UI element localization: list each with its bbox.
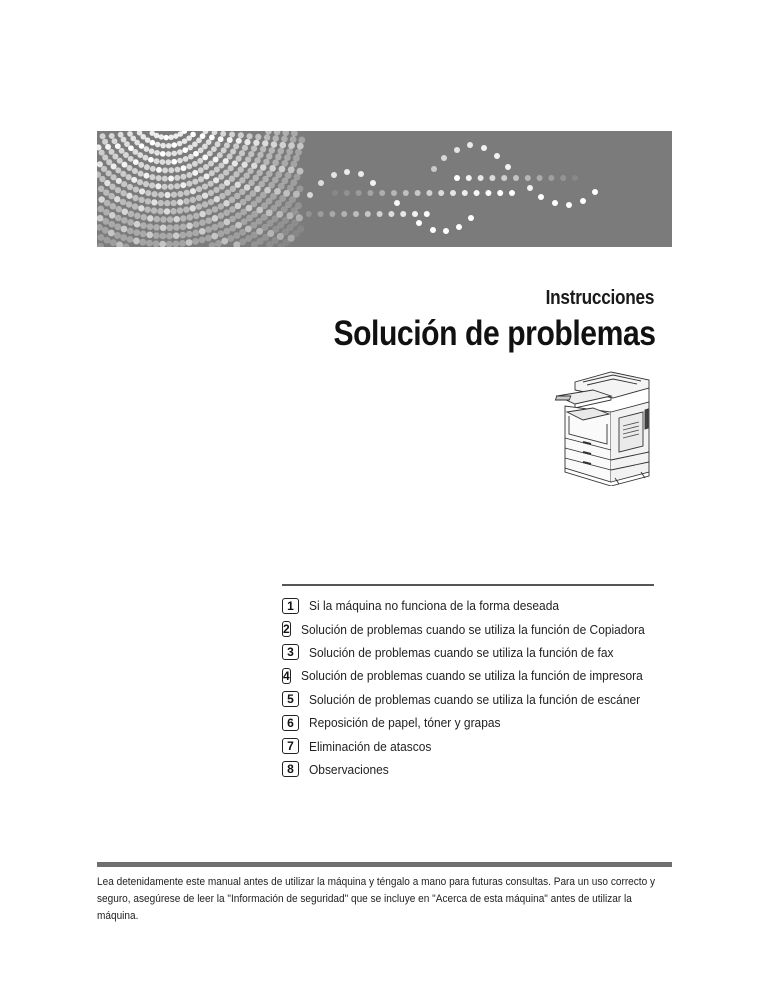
toc-divider bbox=[282, 584, 654, 586]
toc-item-label: Eliminación de atascos bbox=[309, 738, 432, 754]
toc-item-label: Solución de problemas cuando se utiliza la función de Copiadora bbox=[300, 621, 645, 637]
safety-notice: Lea detenidamente este manual antes de utilizar la máquina y téngalo a mano para futuras consultas. Para un uso correcto y seguro, asegúrese de leer la "Información de seguridad" que se incluye en "Acerca de esta máquina" antes de utilizar la máquina. bbox=[97, 876, 656, 922]
toc-item-6[interactable] bbox=[282, 711, 672, 734]
toc-item-label: Solución de problemas cuando se utiliza la función de escáner bbox=[309, 691, 641, 707]
footer-divider bbox=[97, 862, 672, 867]
chapter-number-badge: 6 bbox=[282, 715, 299, 731]
table-of-contents bbox=[282, 594, 672, 781]
document-subtitle: Instrucciones bbox=[545, 287, 654, 309]
toc-item-label: Solución de problemas cuando se utiliza la función de fax bbox=[309, 644, 614, 660]
chapter-number-badge: 5 bbox=[282, 691, 299, 707]
toc-item-1[interactable] bbox=[282, 594, 672, 617]
dotted-sunburst-icon bbox=[97, 131, 672, 247]
toc-item-8[interactable] bbox=[282, 758, 672, 781]
copier-illustration-icon bbox=[553, 368, 663, 486]
toc-item-4[interactable] bbox=[282, 664, 672, 687]
chapter-number-badge: 2 bbox=[283, 622, 290, 637]
toc-item-2[interactable] bbox=[282, 617, 672, 640]
toc-item-7[interactable] bbox=[282, 734, 672, 757]
toc-item-label: Reposición de papel, tóner y grapas bbox=[309, 715, 501, 731]
header-banner bbox=[97, 131, 672, 247]
toc-item-5[interactable] bbox=[282, 688, 672, 711]
chapter-number-badge: 4 bbox=[283, 668, 290, 683]
toc-item-label: Observaciones bbox=[309, 761, 389, 777]
chapter-number-badge: 3 bbox=[282, 644, 299, 660]
document-title: Solución de problemas bbox=[333, 314, 656, 353]
toc-item-3[interactable] bbox=[282, 641, 672, 664]
chapter-number-badge: 1 bbox=[282, 598, 299, 614]
chapter-number-badge: 7 bbox=[282, 738, 299, 754]
toc-item-label: Si la máquina no funciona de la forma deseada bbox=[309, 598, 560, 614]
chapter-number-badge: 8 bbox=[282, 761, 299, 777]
toc-item-label: Solución de problemas cuando se utiliza la función de impresora bbox=[300, 668, 643, 684]
